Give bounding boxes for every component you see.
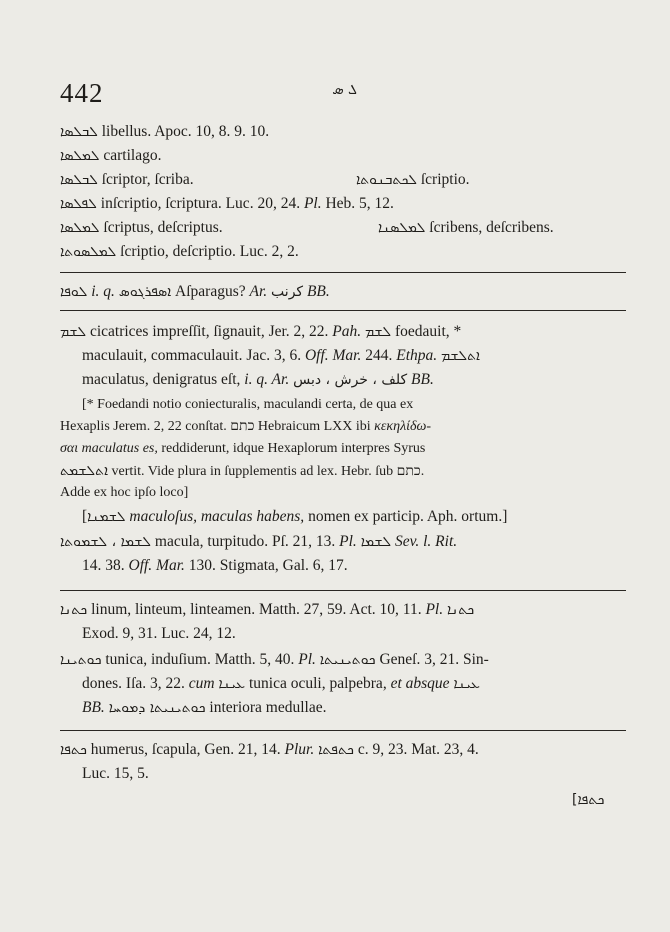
entry-text: maculatus, denigratus eſt,	[82, 371, 241, 388]
note-italic: maculoſus, maculas habens,	[129, 508, 305, 525]
source-abbrev: Sev. l. Rit.	[395, 533, 458, 550]
entry-line	[82, 698, 326, 718]
entry-line	[82, 370, 434, 390]
entry-line: Exod. 9, 31. Luc. 24, 12.	[82, 625, 236, 642]
entry-text: 130. Stigmata, Gal. 6, 17.	[188, 557, 348, 574]
syriac-headword: ܠܫܡܐ ، ܠܫܡܘܬܐ	[60, 534, 152, 550]
entry-scriptor	[60, 170, 626, 190]
bar-bahlul-abbrev: BB.	[411, 371, 434, 388]
note-text: reddiderunt, idque Hexaplorum interpres Syrus	[161, 441, 426, 456]
syriac-headword: ܠܫܡ	[60, 324, 87, 340]
entry-text: ſcriptio, deſcriptio. Luc. 2, 2.	[120, 243, 299, 260]
syriac-headword: ܠܘܦܐ	[60, 284, 88, 300]
entry-descriptio	[60, 242, 299, 262]
entry-text: dones. Iſa. 3, 22.	[82, 675, 185, 692]
syriac-form: ܥܝܢܐ	[453, 676, 481, 692]
plural-abbrev: Pl.	[303, 195, 322, 212]
note-line	[60, 439, 425, 459]
greek-word: κεκηλίδω-	[374, 419, 432, 434]
syriac-headword: ܠܒܠܣܐ	[60, 172, 98, 188]
entry-text: ſcriptio.	[420, 171, 470, 188]
entry-text: cartilago.	[103, 147, 162, 164]
entry-text: 244.	[365, 347, 393, 364]
entry-tunica	[60, 650, 489, 670]
entry-text: libellus. Apoc. 10, 8. 9. 10.	[101, 123, 270, 140]
plural-abbrev: Pl.	[298, 651, 316, 668]
entry-text: tunica, induſium. Matth. 5, 40.	[105, 651, 295, 668]
section-divider	[60, 730, 626, 731]
entry-asparagus	[60, 282, 330, 302]
entry-cicatrices	[60, 322, 461, 342]
entry-text: linum, linteum, linteamen. Matth. 27, 59. Act. 10, 11.	[91, 601, 422, 618]
syriac-form: ܟܬܢܐ	[446, 602, 475, 618]
note-text: vertit. Vide plura in ſupplementis ad lex. Hebr. ſub כתם.	[111, 464, 425, 479]
entry-macula	[60, 532, 457, 552]
page-header	[60, 78, 610, 118]
syriac-headword: ܠܡܠܣܐ	[60, 220, 100, 236]
entry-text: humerus, ſcapula, Gen. 21, 14.	[90, 741, 281, 758]
plural-abbrev: Pl.	[425, 601, 444, 618]
running-head: ܠ ܣ	[332, 82, 357, 98]
syriac-headword: ܠܦܠܣܐ	[60, 196, 97, 212]
id-quod: i. q. Ar.	[244, 371, 290, 388]
officium-abbrev: Off. Mar.	[128, 557, 185, 574]
entry-text: foedauit, *	[394, 323, 462, 340]
syriac-headword: ܠܡܠܣܢܐ	[378, 220, 426, 236]
entry-text: inſcriptio, ſcriptura. Luc. 20, 24.	[100, 195, 301, 212]
syriac-form: ܠܫܡ	[365, 324, 392, 340]
syriac-headword: ܠܡܠܣܘܬܐ	[60, 244, 117, 260]
entry-text: Geneſ. 3, 21. Sin-	[379, 651, 489, 668]
arabic-word: كرنب	[271, 284, 304, 300]
note-text: Hexaplis Jerem. 2, 22 conſtat. כתם Hebraicum LXX ibi	[60, 419, 371, 434]
plural-abbrev: Pl.	[339, 533, 357, 550]
officium-abbrev: Off. Mar.	[304, 347, 362, 364]
page-number: 442	[60, 78, 104, 108]
entry-line	[82, 674, 480, 694]
et-absque: et absque	[390, 675, 450, 692]
section-divider	[60, 590, 626, 591]
syriac-form: ܐܬܠܫܡܬ	[60, 463, 109, 479]
section-divider	[60, 272, 626, 273]
entry-text: Aſparagus?	[175, 283, 246, 300]
entry-libellus	[60, 122, 269, 142]
note-text: nomen ex particip. Aph. ortum.]	[308, 508, 508, 525]
entry-text: c. 9, 23. Mat. 23, 4.	[357, 741, 479, 758]
entry-text: macula, turpitudo. Pſ. 21, 13.	[154, 533, 336, 550]
pael-abbrev: Pah.	[332, 323, 362, 340]
entry-cartilago	[60, 146, 162, 166]
entry-line	[82, 556, 348, 576]
note-line	[60, 461, 424, 482]
entry-text: Heb. 5, 12.	[325, 195, 394, 212]
entry-scribens	[378, 218, 554, 238]
entry-scriptus	[60, 218, 626, 238]
syriac-synonym: ܐܣܦܪܓܘܣ	[118, 284, 172, 300]
entry-text: ſcriptor, ſcriba.	[101, 171, 194, 188]
syriac-headword: ܟܘܬܝܢܐ	[60, 652, 102, 668]
syriac-headword: ܠܒܠܣܐ	[60, 124, 98, 140]
entry-scriptio	[356, 170, 470, 190]
entry-line: Luc. 15, 5.	[82, 765, 149, 782]
entry-inscriptio	[60, 194, 394, 214]
syriac-form: ܟܘܬܝܢܝܬܐ	[319, 652, 376, 668]
syriac-form: ܠܫܡܢܐ	[87, 509, 126, 525]
syriac-headword: ܟܬܢܐ	[60, 602, 88, 618]
entry-text: ſcribens, deſcribens.	[429, 219, 554, 236]
syriac-headword: ܠܟܬܒܢܘܬܐ	[356, 172, 417, 188]
entry-text: cicatrices impreſſit, ſignauit, Jer. 2, 22.	[89, 323, 329, 340]
entry-text: ſcriptus, deſcriptus.	[103, 219, 223, 236]
syriac-form: ܟܬܦܬܐ	[318, 742, 354, 758]
entry-humerus	[60, 740, 479, 760]
entry-text: 14. 38.	[82, 557, 125, 574]
note-line: [ܠܫܡܢܐ maculoſus, maculas habens, nomen ex particip. Aph. ortum.]	[82, 508, 508, 525]
entry-line	[82, 346, 480, 366]
syriac-form: ܟܘܬܝܢܝܬܐ ܕܡܘܚܐ	[108, 700, 206, 716]
note-line: Adde ex hoc ipſo loco]	[60, 485, 189, 500]
entry-text: interiora medullae.	[209, 699, 327, 716]
bar-bahlul-abbrev: BB.	[82, 699, 105, 716]
catchword: [ܟܬܦܐ	[572, 792, 605, 808]
section-divider	[60, 310, 626, 311]
syriac-headword: ܠܡܠܣܐ	[60, 148, 100, 164]
plural-abbrev: Plur.	[284, 741, 315, 758]
entry-text: tunica oculi, palpebra,	[248, 675, 387, 692]
arabic-word: كلف ، خرش ، دبس	[293, 372, 408, 388]
note-line	[60, 417, 431, 437]
note-line: [* Foedandi notio coniecturalis, maculandi certa, de qua ex	[82, 397, 414, 412]
cum-word: cum	[188, 675, 215, 692]
ethpa-abbrev: Ethpa.	[396, 347, 438, 364]
id-quod: i. q.	[91, 283, 115, 300]
bar-bahlul-abbrev: BB.	[306, 283, 330, 300]
syriac-form: ܥܝܢܐ	[218, 676, 246, 692]
greek-word: σαι maculatus es,	[60, 441, 158, 456]
arabic-abbrev: Ar.	[249, 283, 268, 300]
syriac-form: ܐܬܠܫܡ	[441, 348, 480, 364]
syriac-form: ܠܫܡܐ	[360, 534, 392, 550]
syriac-headword: ܟܬܦܐ	[60, 742, 87, 758]
entry-text: maculauit, commaculauit. Jac. 3, 6.	[82, 347, 302, 364]
entry-linum	[60, 600, 474, 620]
